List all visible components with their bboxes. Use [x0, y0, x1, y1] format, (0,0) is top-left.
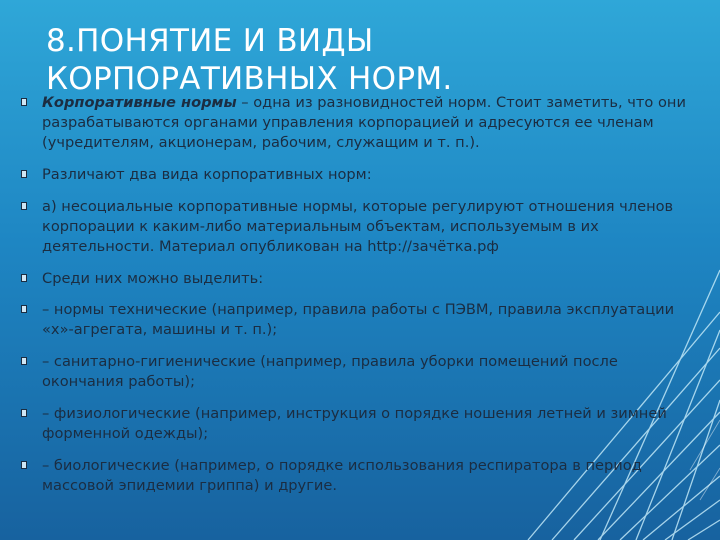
bullet-icon — [21, 357, 27, 365]
bullet-icon — [21, 305, 27, 313]
list-item — [18, 404, 703, 444]
list-item — [18, 93, 703, 154]
title-line-2: КОРПОРАТИВНЫХ НОРМ. — [46, 61, 453, 97]
list-item-text: Различают два вида корпоративных норм: — [42, 166, 372, 183]
list-item-text: – санитарно-гигиенические (например, правила уборки помещений после окончания работы); — [42, 352, 618, 391]
list-item — [18, 352, 703, 392]
slide-title — [46, 22, 646, 98]
bullet-icon — [21, 461, 27, 469]
list-item-text: а) несоциальные корпоративные нормы, которые регулируют отношения членов корпорации к каким-либо материальным объектам, используемым в их деятельности. Материал опубликован на http://зачётка.рф — [42, 197, 674, 255]
list-item-text: – нормы технические (например, правила работы с ПЭВМ, правила эксплуатации «х»-агрегата, машины и т. п.); — [42, 301, 675, 339]
list-item-text: – физиологические (например, инструкция о порядке ношения летней и зимней форменной одежды); — [42, 404, 667, 442]
bullet-icon — [21, 202, 27, 210]
list-item — [18, 456, 703, 496]
list-item-text: Среди них можно выделить: — [42, 269, 264, 287]
term-highlight: Корпоративные нормы — [42, 94, 237, 111]
title-line-1: 8.ПОНЯТИЕ И ВИДЫ — [46, 23, 374, 59]
bullet-list — [18, 93, 703, 507]
bullet-icon — [21, 98, 27, 106]
list-item-text: – биологические (например, о порядке использования респиратора в период массовой эпидемии гриппа) и другие. — [42, 456, 642, 494]
list-item — [18, 300, 703, 340]
bullet-icon — [21, 274, 27, 282]
list-item — [18, 165, 703, 185]
bullet-icon — [21, 409, 27, 417]
list-item — [18, 197, 703, 258]
list-item-text: – одна из разновидностей норм. Стоит заметить, что они разрабатываются органами управления корпорацией и адресуются ее членам (учредителям, акционерам, рабочим, служащим и т. п.). — [42, 94, 686, 152]
bullet-icon — [21, 170, 27, 178]
list-item — [18, 269, 703, 289]
